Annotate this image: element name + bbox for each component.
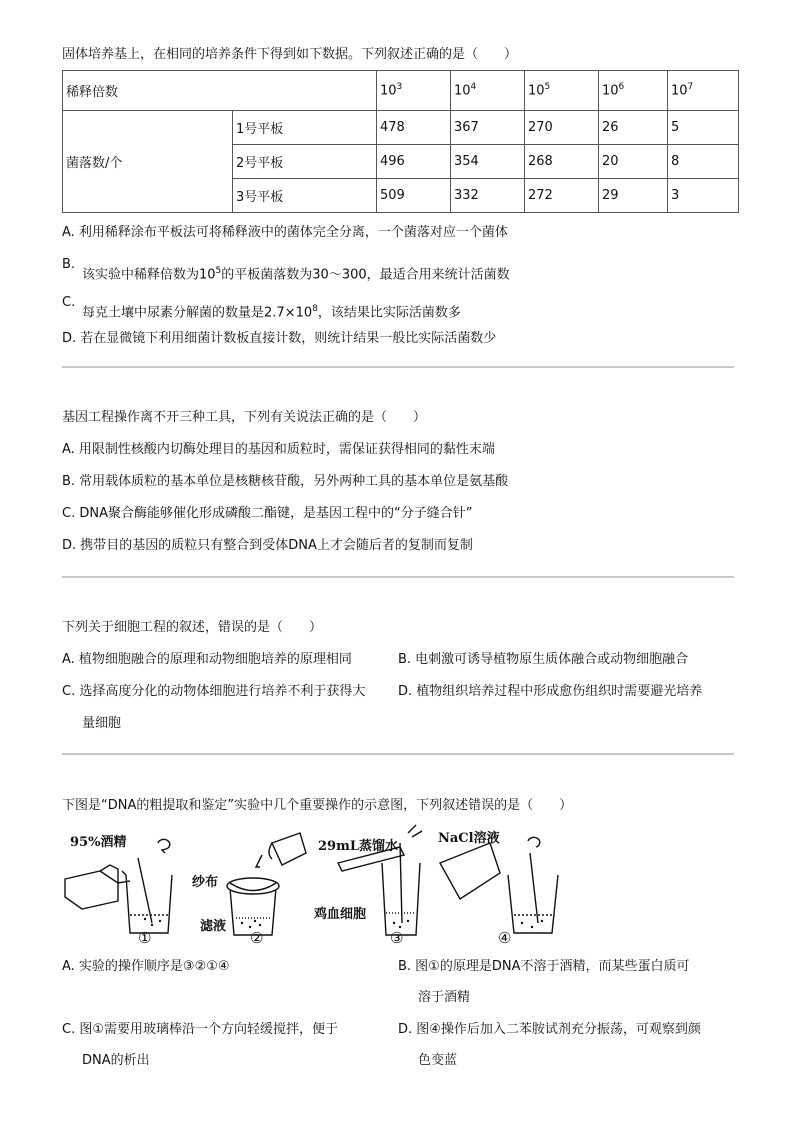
- dilution-label-cell: 稀释倍数: [63, 71, 377, 111]
- q1-option-b: 该实验中稀释倍数为$10^5$的平板菌落数为30～300，最适合用来统计活菌数: [82, 266, 510, 283]
- q2-option-b: B. 常用载体质粒的基本单位是核糖核苷酸，另外两种工具的基本单位是氨基酸: [62, 474, 509, 489]
- table-cell: 5: [668, 111, 739, 145]
- divider: [62, 366, 734, 368]
- figure-label-filtrate: 滤液: [200, 919, 227, 934]
- divider: [62, 576, 734, 578]
- figure-label-nacl: NaCl溶液: [438, 831, 500, 846]
- q3-option-b: B. 电刺激可诱导植物原生质体融合或动物细胞融合: [398, 652, 689, 667]
- table-cell: 332: [451, 179, 525, 213]
- q3-stem: 下列关于细胞工程的叙述，错误的是（ ）: [62, 620, 323, 635]
- q3-option-c-cont: 量细胞: [82, 716, 122, 731]
- table-cell: 478: [377, 111, 451, 145]
- plate-cell: 3号平板: [233, 179, 377, 213]
- plate-cell: 1号平板: [233, 111, 377, 145]
- table-cell: 29: [599, 179, 668, 213]
- figure-label-alcohol: 95%酒精: [70, 835, 127, 850]
- table-cell: 8: [668, 145, 739, 179]
- q4-stem: 下图是“DNA的粗提取和鉴定”实验中几个重要操作的示意图，下列叙述错误的是（ ）: [62, 798, 573, 813]
- dilution-header-cell: $10^4$: [451, 71, 525, 111]
- q4-option-c-cont: DNA的析出: [82, 1053, 150, 1068]
- figure-label-gauze: 纱布: [192, 875, 219, 890]
- dilution-header-cell: $10^7$: [668, 71, 739, 111]
- table-cell: 20: [599, 145, 668, 179]
- figure-label-blood: 鸡血细胞: [314, 907, 367, 922]
- q4-option-c: C. 图①需要用玻璃棒沿一个方向轻缓搅拌，便于: [62, 1022, 338, 1037]
- q1-stem: 固体培养基上，在相同的培养条件下得到如下数据。下列叙述正确的是（ ）: [62, 47, 518, 62]
- table-cell: 496: [377, 145, 451, 179]
- q3-option-c: C. 选择高度分化的动物体细胞进行培养不利于获得大: [62, 684, 366, 699]
- q1-option-c: 每克土壤中尿素分解菌的数量是$2.7\times 10^8$，该结果比实际活菌数多: [82, 304, 461, 321]
- table-cell: 354: [451, 145, 525, 179]
- dilution-header-cell: $10^5$: [525, 71, 599, 111]
- q4-option-d-cont: 色变蓝: [418, 1053, 458, 1068]
- q2-option-d: D. 携带目的基因的质粒只有整合到受体DNA上才会随后者的复制而复制: [62, 538, 473, 553]
- q3-option-a: A. 植物细胞融合的原理和动物细胞培养的原理相同: [62, 652, 352, 667]
- q4-option-a: A. 实验的操作顺序是③②①④: [62, 959, 230, 974]
- dilution-header-cell: $10^6$: [599, 71, 668, 111]
- plate-cell: 2号平板: [233, 145, 377, 179]
- figure-number-1: ①: [138, 929, 152, 947]
- colony-label-cell: 菌落数/个: [63, 111, 233, 213]
- q1-option-b-letter: B.: [62, 257, 76, 272]
- figure-number-4: ④: [498, 929, 512, 947]
- q1-option-d: D. 若在显微镜下利用细菌计数板直接计数，则统计结果一般比实际活菌数少: [62, 331, 497, 346]
- dilution-header-cell: $10^3$: [377, 71, 451, 111]
- figure-number-3: ③: [390, 929, 404, 947]
- figure-number-2: ②: [250, 929, 264, 947]
- table-cell: 268: [525, 145, 599, 179]
- table-cell: 509: [377, 179, 451, 213]
- q1-option-a: A. 利用稀释涂布平板法可将稀释液中的菌体完全分离，一个菌落对应一个菌体: [62, 225, 508, 240]
- q3-option-d: D. 植物组织培养过程中形成愈伤组织时需要避光培养: [398, 684, 703, 699]
- table-cell: 272: [525, 179, 599, 213]
- table-cell: 3: [668, 179, 739, 213]
- q1-option-c-letter: C.: [62, 295, 76, 310]
- q2-stem: 基因工程操作离不开三种工具，下列有关说法正确的是（ ）: [62, 410, 427, 425]
- dilution-table: [62, 70, 739, 213]
- divider: [62, 753, 734, 755]
- table-cell: 270: [525, 111, 599, 145]
- table-cell: 367: [451, 111, 525, 145]
- figure-label-water: 29mL蒸馏水: [318, 839, 398, 854]
- table-cell: 26: [599, 111, 668, 145]
- q2-option-a: A. 用限制性核酸内切酶处理目的基因和质粒时，需保证获得相同的黏性末端: [62, 442, 495, 457]
- q4-option-b-cont: 溶于酒精: [418, 990, 471, 1005]
- q4-option-b: B. 图①的原理是DNA不溶于酒精，而某些蛋白质可: [398, 959, 690, 974]
- q4-option-d: D. 图④操作后加入二苯胺试剂充分振荡，可观察到颜: [398, 1022, 701, 1037]
- experiment-figure: [60, 823, 580, 948]
- q2-option-c: C. DNA聚合酶能够催化形成磷酸二酯键，是基因工程中的“分子缝合针”: [62, 506, 473, 521]
